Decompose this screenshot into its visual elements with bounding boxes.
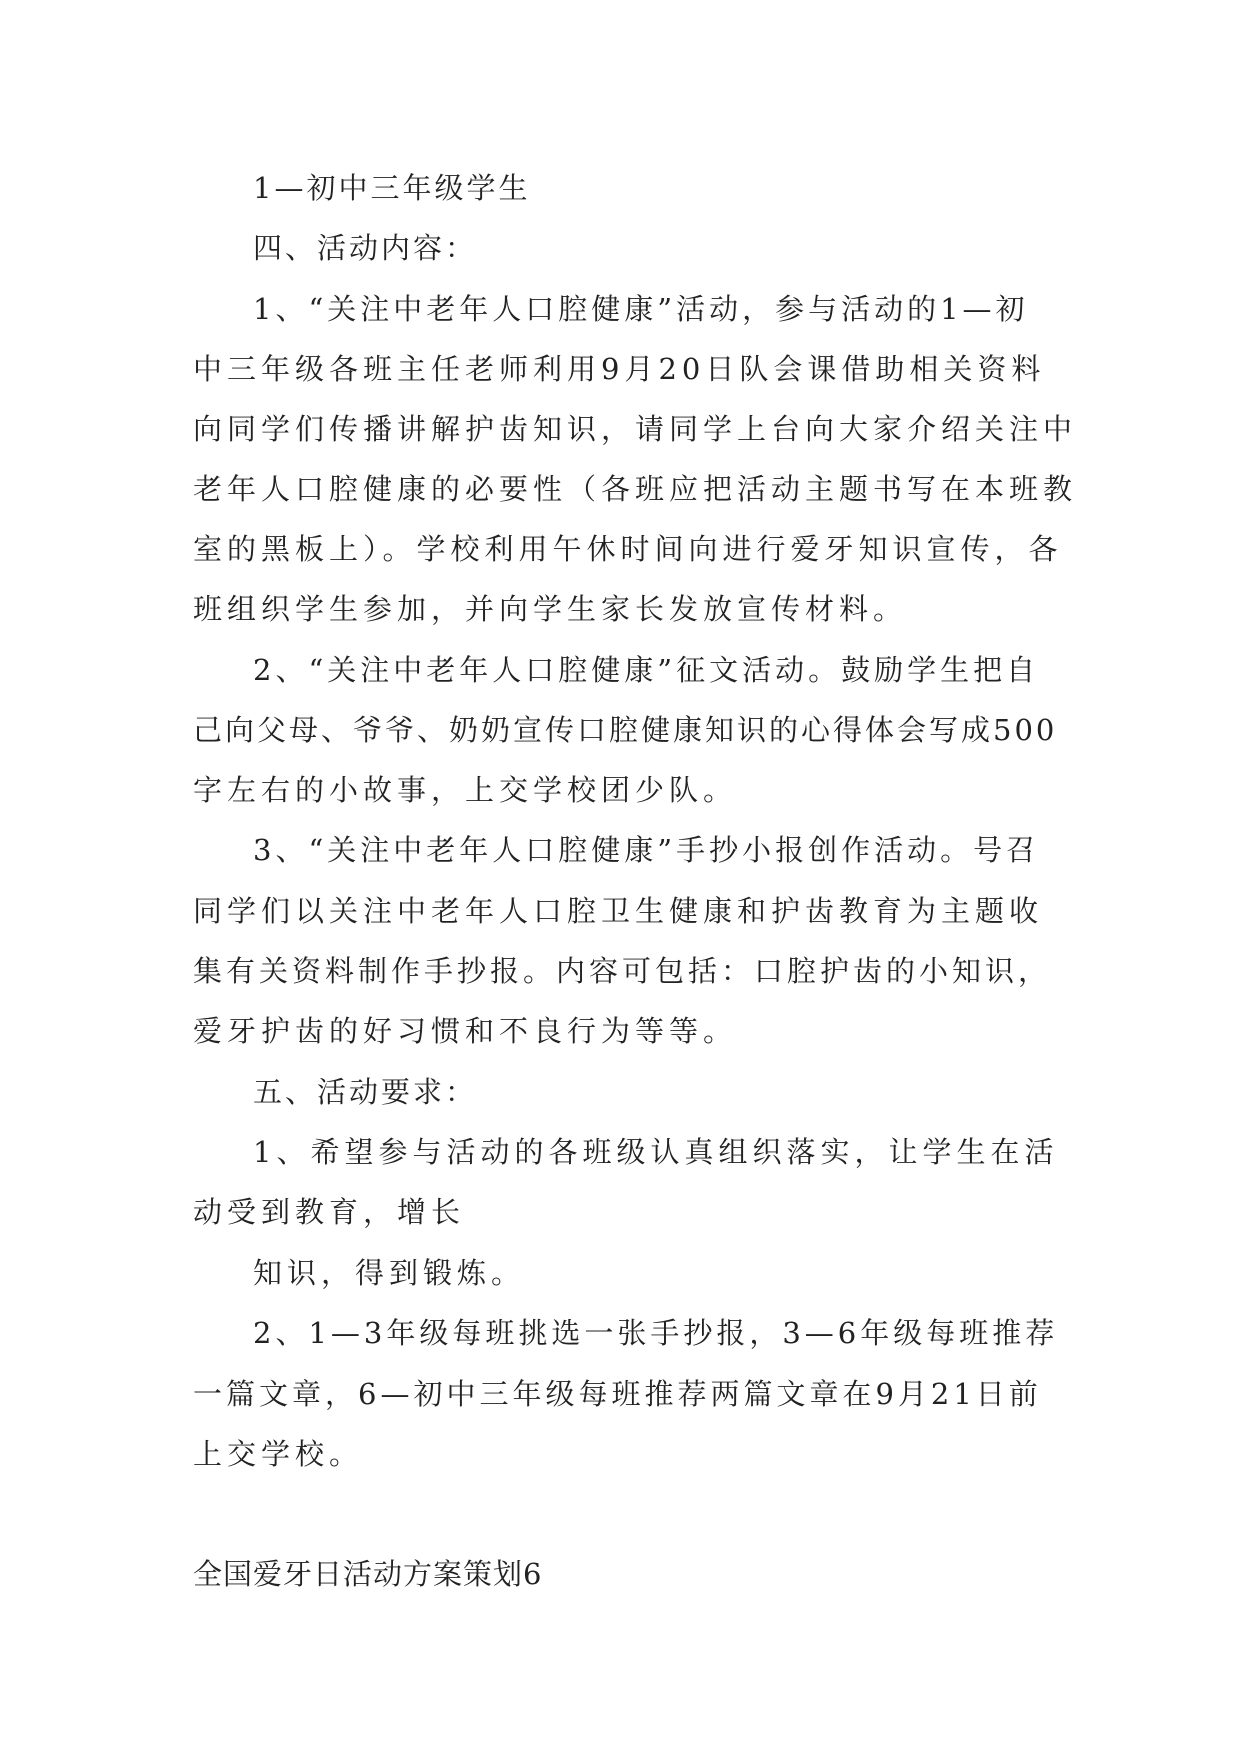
text-line: 1、希望参与活动的各班级认真组织落实，让学生在活: [253, 1135, 1059, 1169]
text-line: 室的黑板上）。学校利用午休时间向进行爱牙知识宣传，各: [193, 532, 1063, 566]
text-line: 2、“关注中老年人口腔健康”征文活动。鼓励学生把自: [253, 653, 1040, 687]
text-line: 上交学校。: [193, 1437, 364, 1471]
text-line: 一篇文章，6—初中三年级每班推荐两篇文章在9月21日前: [193, 1377, 1042, 1411]
text-line: 字左右的小故事，上交学校团少队。: [193, 773, 738, 807]
text-line: 己向父母、爷爷、奶奶宣传口腔健康知识的心得体会写成500: [193, 713, 1058, 747]
text-line: 爱牙护齿的好习惯和不良行为等等。: [193, 1014, 738, 1048]
text-line: 1、“关注中老年人口腔健康”活动，参与活动的1—初: [253, 292, 1029, 326]
text-line: 老年人口腔健康的必要性（各班应把活动主题书写在本班教: [193, 472, 1078, 506]
next-section-title: 全国爱牙日活动方案策划6: [193, 1557, 543, 1591]
section-heading: 五、活动要求：: [253, 1075, 478, 1109]
text-line: 向同学们传播讲解护齿知识，请同学上台向大家介绍关注中: [193, 412, 1078, 446]
text-line: 3、“关注中老年人口腔健康”手抄小报创作活动。号召: [253, 833, 1040, 867]
text-line: 同学们以关注中老年人口腔卫生健康和护齿教育为主题收: [193, 894, 1044, 928]
section-heading: 四、活动内容：: [253, 231, 478, 265]
text-line: 集有关资料制作手抄报。内容可包括：口腔护齿的小知识，: [193, 954, 1052, 988]
text-line: 2、1—3年级每班挑选一张手抄报，3—6年级每班推荐: [253, 1316, 1059, 1350]
text-line: 1—初中三年级学生: [253, 171, 531, 205]
text-line: 知识，得到锻炼。: [253, 1256, 526, 1290]
text-line: 班组织学生参加，并向学生家长发放宣传材料。: [193, 592, 908, 626]
text-line: 中三年级各班主任老师利用9月20日队会课借助相关资料: [193, 352, 1046, 386]
text-line: 动受到教育，增长: [193, 1195, 466, 1229]
